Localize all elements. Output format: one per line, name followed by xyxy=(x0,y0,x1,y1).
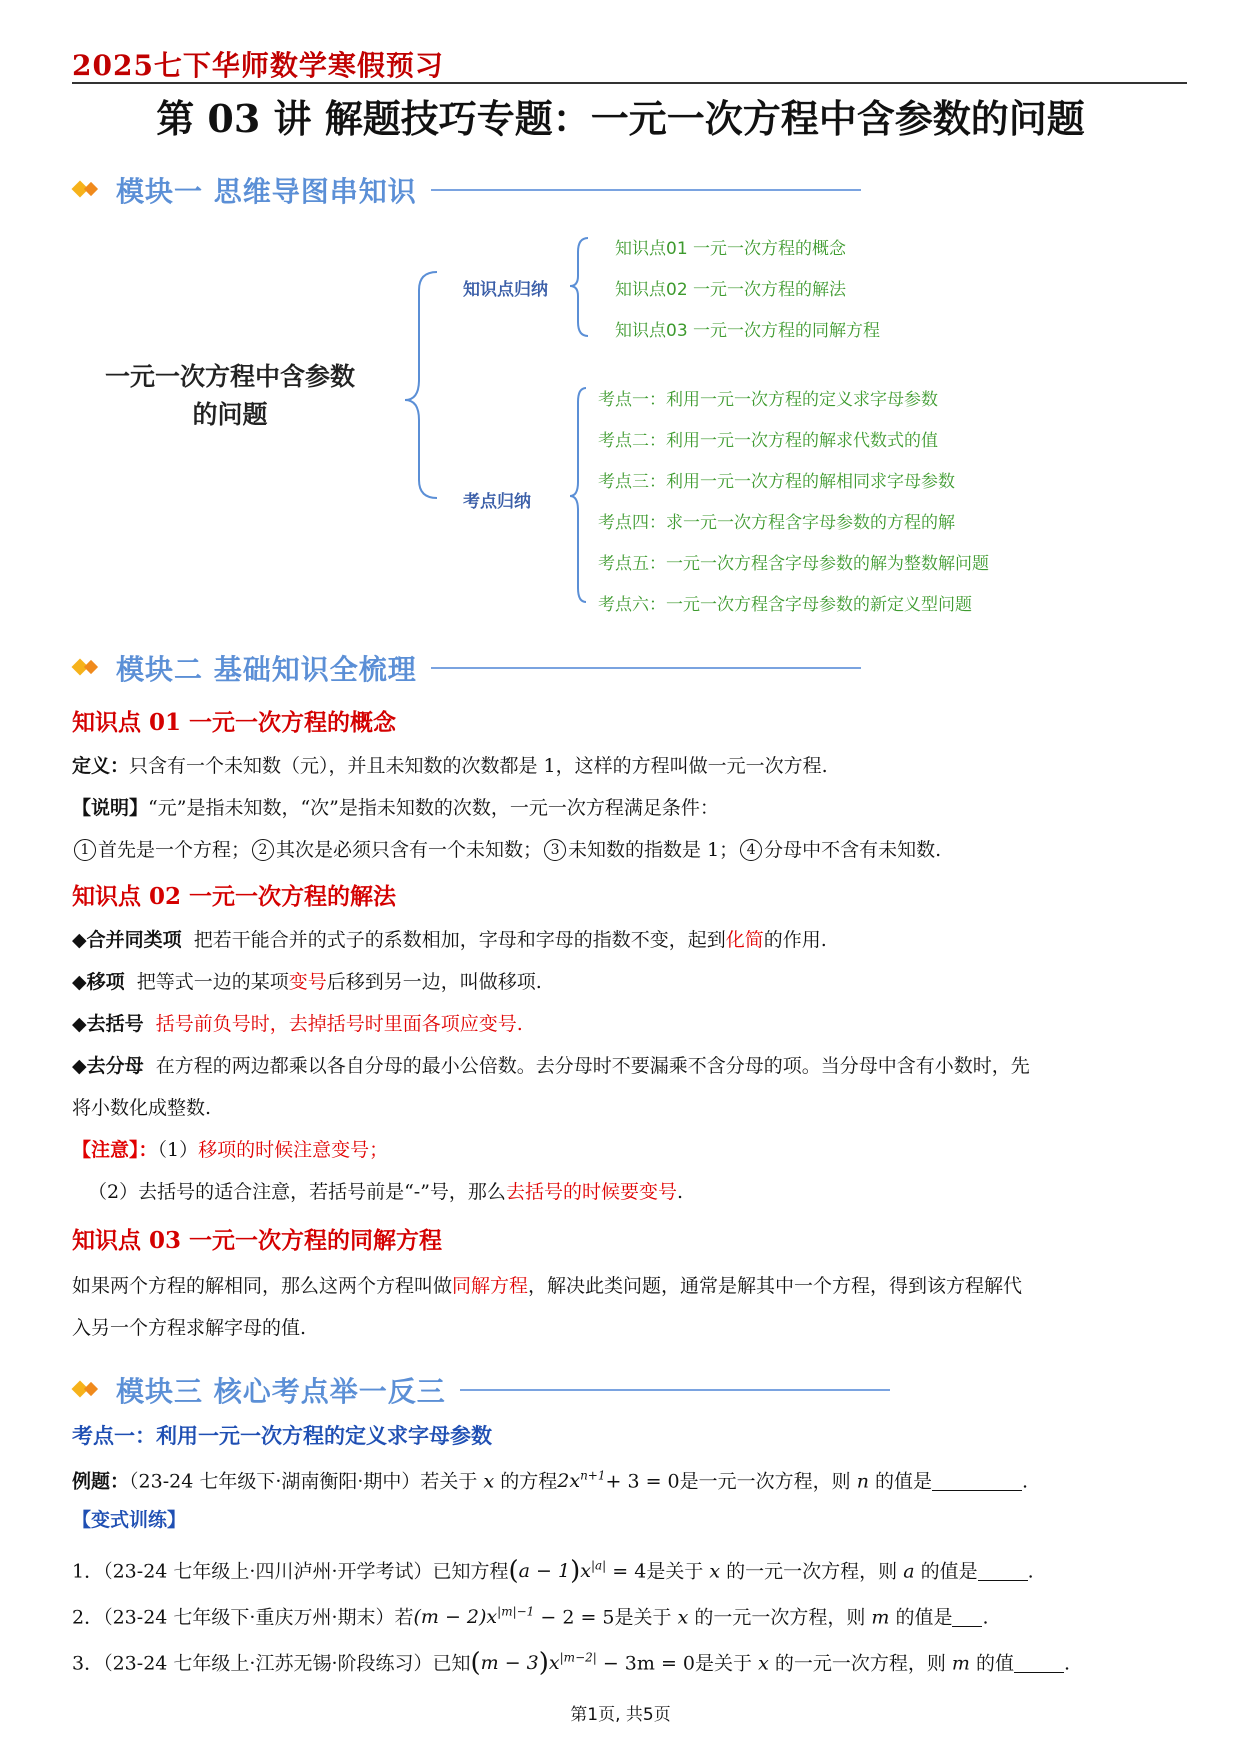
module3-title: 模块三 核心考点举一反三 xyxy=(116,1375,446,1408)
question-text: 是关于 xyxy=(646,1560,704,1583)
question-2: 2．（23-24 七年级下·重庆万州·期末）若$(m - 2)x^{|m|-1} - 2 = 5$是关于 x 的一元一次方程，则 m 的值是 . xyxy=(72,1605,989,1629)
attention-text: （1） xyxy=(157,1139,199,1161)
kp2-title: 知识点 02 一元一次方程的解法 xyxy=(72,883,397,910)
note-label: 【说明】 xyxy=(72,797,149,819)
math-var: m xyxy=(871,1606,890,1629)
item-label: ◆去括号 xyxy=(72,1013,144,1035)
mindmap-root-line2: 的问题 xyxy=(192,400,268,429)
kp2-attention-1 xyxy=(72,1136,1181,1164)
item-label: ◆移项 xyxy=(72,971,125,993)
module3-heading xyxy=(72,1370,890,1410)
item-label: ◆去分母 xyxy=(72,1055,144,1077)
module3-rule xyxy=(460,1389,890,1391)
module2-title: 模块二 基础知识全梳理 xyxy=(116,653,417,686)
diamond-icon xyxy=(72,656,106,680)
circled-number: 3 xyxy=(544,839,566,861)
answer-blank[interactable] xyxy=(978,1560,1028,1581)
kp3-text-a: 如果两个方程的解相同，那么这两个方程叫做 xyxy=(72,1275,453,1297)
question-text: 是关于 xyxy=(695,1652,753,1675)
answer-blank[interactable] xyxy=(952,1606,982,1627)
module2-heading xyxy=(72,648,861,688)
diamond-icon xyxy=(72,178,106,202)
example-text: 的值是 xyxy=(874,1470,932,1493)
item-text: 把若干能合并的式子的系数相加，字母和字母的指数不变，起到 xyxy=(193,929,726,951)
mindmap-leaf-kp2: 知识点02 一元一次方程的解法 xyxy=(615,280,847,300)
highlight-text: 括号前负号时，去掉括号时里面各项应变号. xyxy=(155,1013,523,1035)
example-label: 例题： xyxy=(72,1470,130,1493)
kp3-text-c: 入另一个方程求解字母的值. xyxy=(72,1317,307,1339)
note-text: “元”是指未知数，“次”是指未知数的次数，一元一次方程满足条件： xyxy=(148,797,719,819)
example-text: 是一元一次方程，则 xyxy=(679,1470,851,1493)
math-expr: (m − 2)x xyxy=(413,1606,498,1629)
question-text: 的一元一次方程，则 xyxy=(774,1652,946,1675)
mindmap-leaf-kd1: 考点一：利用一元一次方程的定义求字母参数 xyxy=(598,390,938,410)
kd1-title: 考点一：利用一元一次方程的定义求字母参数 xyxy=(72,1423,492,1448)
condition-text: 首先是一个方程； xyxy=(98,839,251,861)
kp1-definition xyxy=(72,752,1181,780)
example-source: （23-24 七年级下·湖南衡阳·期中）若关于 xyxy=(129,1470,478,1493)
kp2-item-combine xyxy=(72,926,1181,954)
module1-heading xyxy=(72,170,861,210)
header-divider xyxy=(72,82,1187,84)
mindmap-leaf-kd5: 考点五：一元一次方程含字母参数的解为整数解问题 xyxy=(598,554,989,574)
item-text: 把等式一边的某项 xyxy=(136,971,289,993)
circled-number: 4 xyxy=(740,839,762,861)
math-var: a xyxy=(903,1560,915,1583)
highlight-text: 变号 xyxy=(288,971,327,993)
variant-label-text: 【变式训练】 xyxy=(72,1509,187,1531)
math-exponent: |a| xyxy=(590,1559,607,1573)
question-source: （23-24 七年级上·江苏无锡·阶段练习）已知 xyxy=(103,1652,471,1675)
question-source: （23-24 七年级下·重庆万州·期末）若 xyxy=(103,1606,414,1629)
math-expr: = 4 xyxy=(612,1560,647,1583)
math-exponent: n+1 xyxy=(580,1469,606,1483)
kp1-note xyxy=(72,794,1181,822)
question-number: 1． xyxy=(72,1560,104,1583)
question-text: 的值是 xyxy=(895,1606,953,1629)
answer-blank[interactable] xyxy=(1014,1652,1064,1673)
math-var: x xyxy=(580,1560,591,1583)
module2-rule xyxy=(431,667,861,669)
math-var: x xyxy=(483,1470,495,1493)
mindmap-branch-knowledge: 知识点归纳 xyxy=(463,280,548,300)
question-1: 1．（23-24 七年级上·四川泸州·开学考试）已知方程$(a - 1)x^{|a|} = 4$是关于 x 的一元一次方程，则 a 的值是 . xyxy=(72,1556,1034,1587)
example-text: 的方程 xyxy=(500,1470,558,1493)
circled-number: 2 xyxy=(252,839,274,861)
diamond-icon xyxy=(72,1378,106,1402)
math-expr: − 3m = 0 xyxy=(602,1652,695,1675)
definition-label: 定义： xyxy=(72,755,130,777)
question-text: 的值 xyxy=(975,1652,1014,1675)
mindmap-leaf-kd3: 考点三：利用一元一次方程的解相同求字母参数 xyxy=(598,472,955,492)
highlight-text: 同解方程 xyxy=(452,1275,529,1297)
math-expr: − 2 = 5 xyxy=(540,1606,615,1629)
highlight-text: 移项的时候注意变号； xyxy=(198,1139,389,1161)
kp2-item-transpose xyxy=(72,968,1181,996)
lecture-title: 第 03 讲 解题技巧专题：一元一次方程中含参数的问题 xyxy=(156,96,1085,141)
condition-text: 分母中不含有未知数. xyxy=(764,839,942,861)
kp3-title: 知识点 03 一元一次方程的同解方程 xyxy=(72,1227,443,1254)
attention-text: （2）去括号的适合注意，若括号前是“-”号，那么 xyxy=(88,1181,506,1203)
question-3: 3．（23-24 七年级上·江苏无锡·阶段练习）已知$(m - 3)x^{|m-2|} - 3m = 0$是关于 x 的一元一次方程，则 m 的值 . xyxy=(72,1648,1071,1679)
kp1-title: 知识点 01 一元一次方程的概念 xyxy=(72,709,397,736)
definition-text: 只含有一个未知数（元），并且未知数的次数都是 1，这样的方程叫做一元一次方程. xyxy=(129,755,828,777)
question-text: 的一元一次方程，则 xyxy=(694,1606,866,1629)
mindmap-leaf-kd2: 考点二：利用一元一次方程的解求代数式的值 xyxy=(598,431,938,451)
math-expr: a − 1 xyxy=(518,1560,571,1583)
math-var: x xyxy=(548,1652,560,1675)
math-var: x xyxy=(758,1652,769,1675)
kp2-attention-2 xyxy=(88,1178,1181,1206)
mindmap-root-line1: 一元一次方程中含参数 xyxy=(104,362,355,391)
condition-text: 未知数的指数是 1； xyxy=(568,839,739,861)
kp2-item-brackets xyxy=(72,1010,1181,1038)
math-var: n xyxy=(856,1470,869,1493)
example-question: 例题：（23-24 七年级下·湖南衡阳·期中）若关于 x 的方程$2x^{n+1}+ 3 = 0$是一元一次方程，则 n 的值是 . xyxy=(72,1469,1029,1493)
kp2-item-denominator xyxy=(72,1052,1181,1122)
math-expr: + 3 = 0 xyxy=(605,1470,680,1493)
item-text: 将小数化成整数. xyxy=(72,1097,212,1119)
attention-label: 【注意】： xyxy=(72,1139,158,1161)
kp3-text xyxy=(72,1272,1181,1342)
mindmap-leaf-kp1: 知识点01 一元一次方程的概念 xyxy=(615,239,847,259)
answer-blank[interactable] xyxy=(932,1470,1022,1491)
math-var: m xyxy=(951,1652,970,1675)
item-text: 在方程的两边都乘以各自分母的最小公倍数。去分母时不要漏乘不含分母的项。当分母中含有小数时，先 xyxy=(155,1055,1030,1077)
item-text: 的作用. xyxy=(763,929,827,951)
question-number: 3． xyxy=(72,1652,104,1675)
mindmap-leaf-kd4: 考点四：求一元一次方程含字母参数的方程的解 xyxy=(598,513,955,533)
mindmap-root xyxy=(80,358,380,434)
question-text: 的一元一次方程，则 xyxy=(726,1560,898,1583)
math-expr: m − 3 xyxy=(480,1652,539,1675)
math-var: x xyxy=(709,1560,721,1583)
math-var: x xyxy=(677,1606,689,1629)
math-expr: 2x xyxy=(557,1470,581,1493)
mindmap-leaf-kd6: 考点六：一元一次方程含字母参数的新定义型问题 xyxy=(598,595,972,615)
question-number: 2． xyxy=(72,1606,104,1629)
mindmap-branch-exam: 考点归纳 xyxy=(463,492,531,512)
kp1-conditions xyxy=(72,836,1181,864)
math-exponent: |m|−1 xyxy=(497,1605,535,1619)
math-exponent: |m−2| xyxy=(559,1651,597,1665)
page-footer: 第1页, 共5页 xyxy=(570,1705,671,1725)
highlight-text: 化简 xyxy=(725,929,764,951)
variant-label xyxy=(72,1506,1181,1534)
mindmap-leaf-kp3: 知识点03 一元一次方程的同解方程 xyxy=(615,321,881,341)
question-source: （23-24 七年级上·四川泸州·开学考试）已知方程 xyxy=(103,1560,509,1583)
circled-number: 1 xyxy=(74,839,96,861)
condition-text: 其次是必须只含有一个未知数； xyxy=(276,839,543,861)
question-text: 的值是 xyxy=(920,1560,978,1583)
question-text: 是关于 xyxy=(614,1606,672,1629)
header-title: 2025七下华师数学寒假预习 xyxy=(72,49,444,82)
attention-text: . xyxy=(676,1181,683,1203)
module1-title: 模块一 思维导图串知识 xyxy=(116,175,417,208)
module1-rule xyxy=(431,189,861,191)
highlight-text: 去括号的时候要变号 xyxy=(505,1181,677,1203)
kp3-text-b: ，解决此类问题，通常是解其中一个方程，得到该方程解代 xyxy=(528,1275,1023,1297)
item-label: ◆合并同类项 xyxy=(72,929,182,951)
item-text: 后移到另一边，叫做移项. xyxy=(326,971,542,993)
